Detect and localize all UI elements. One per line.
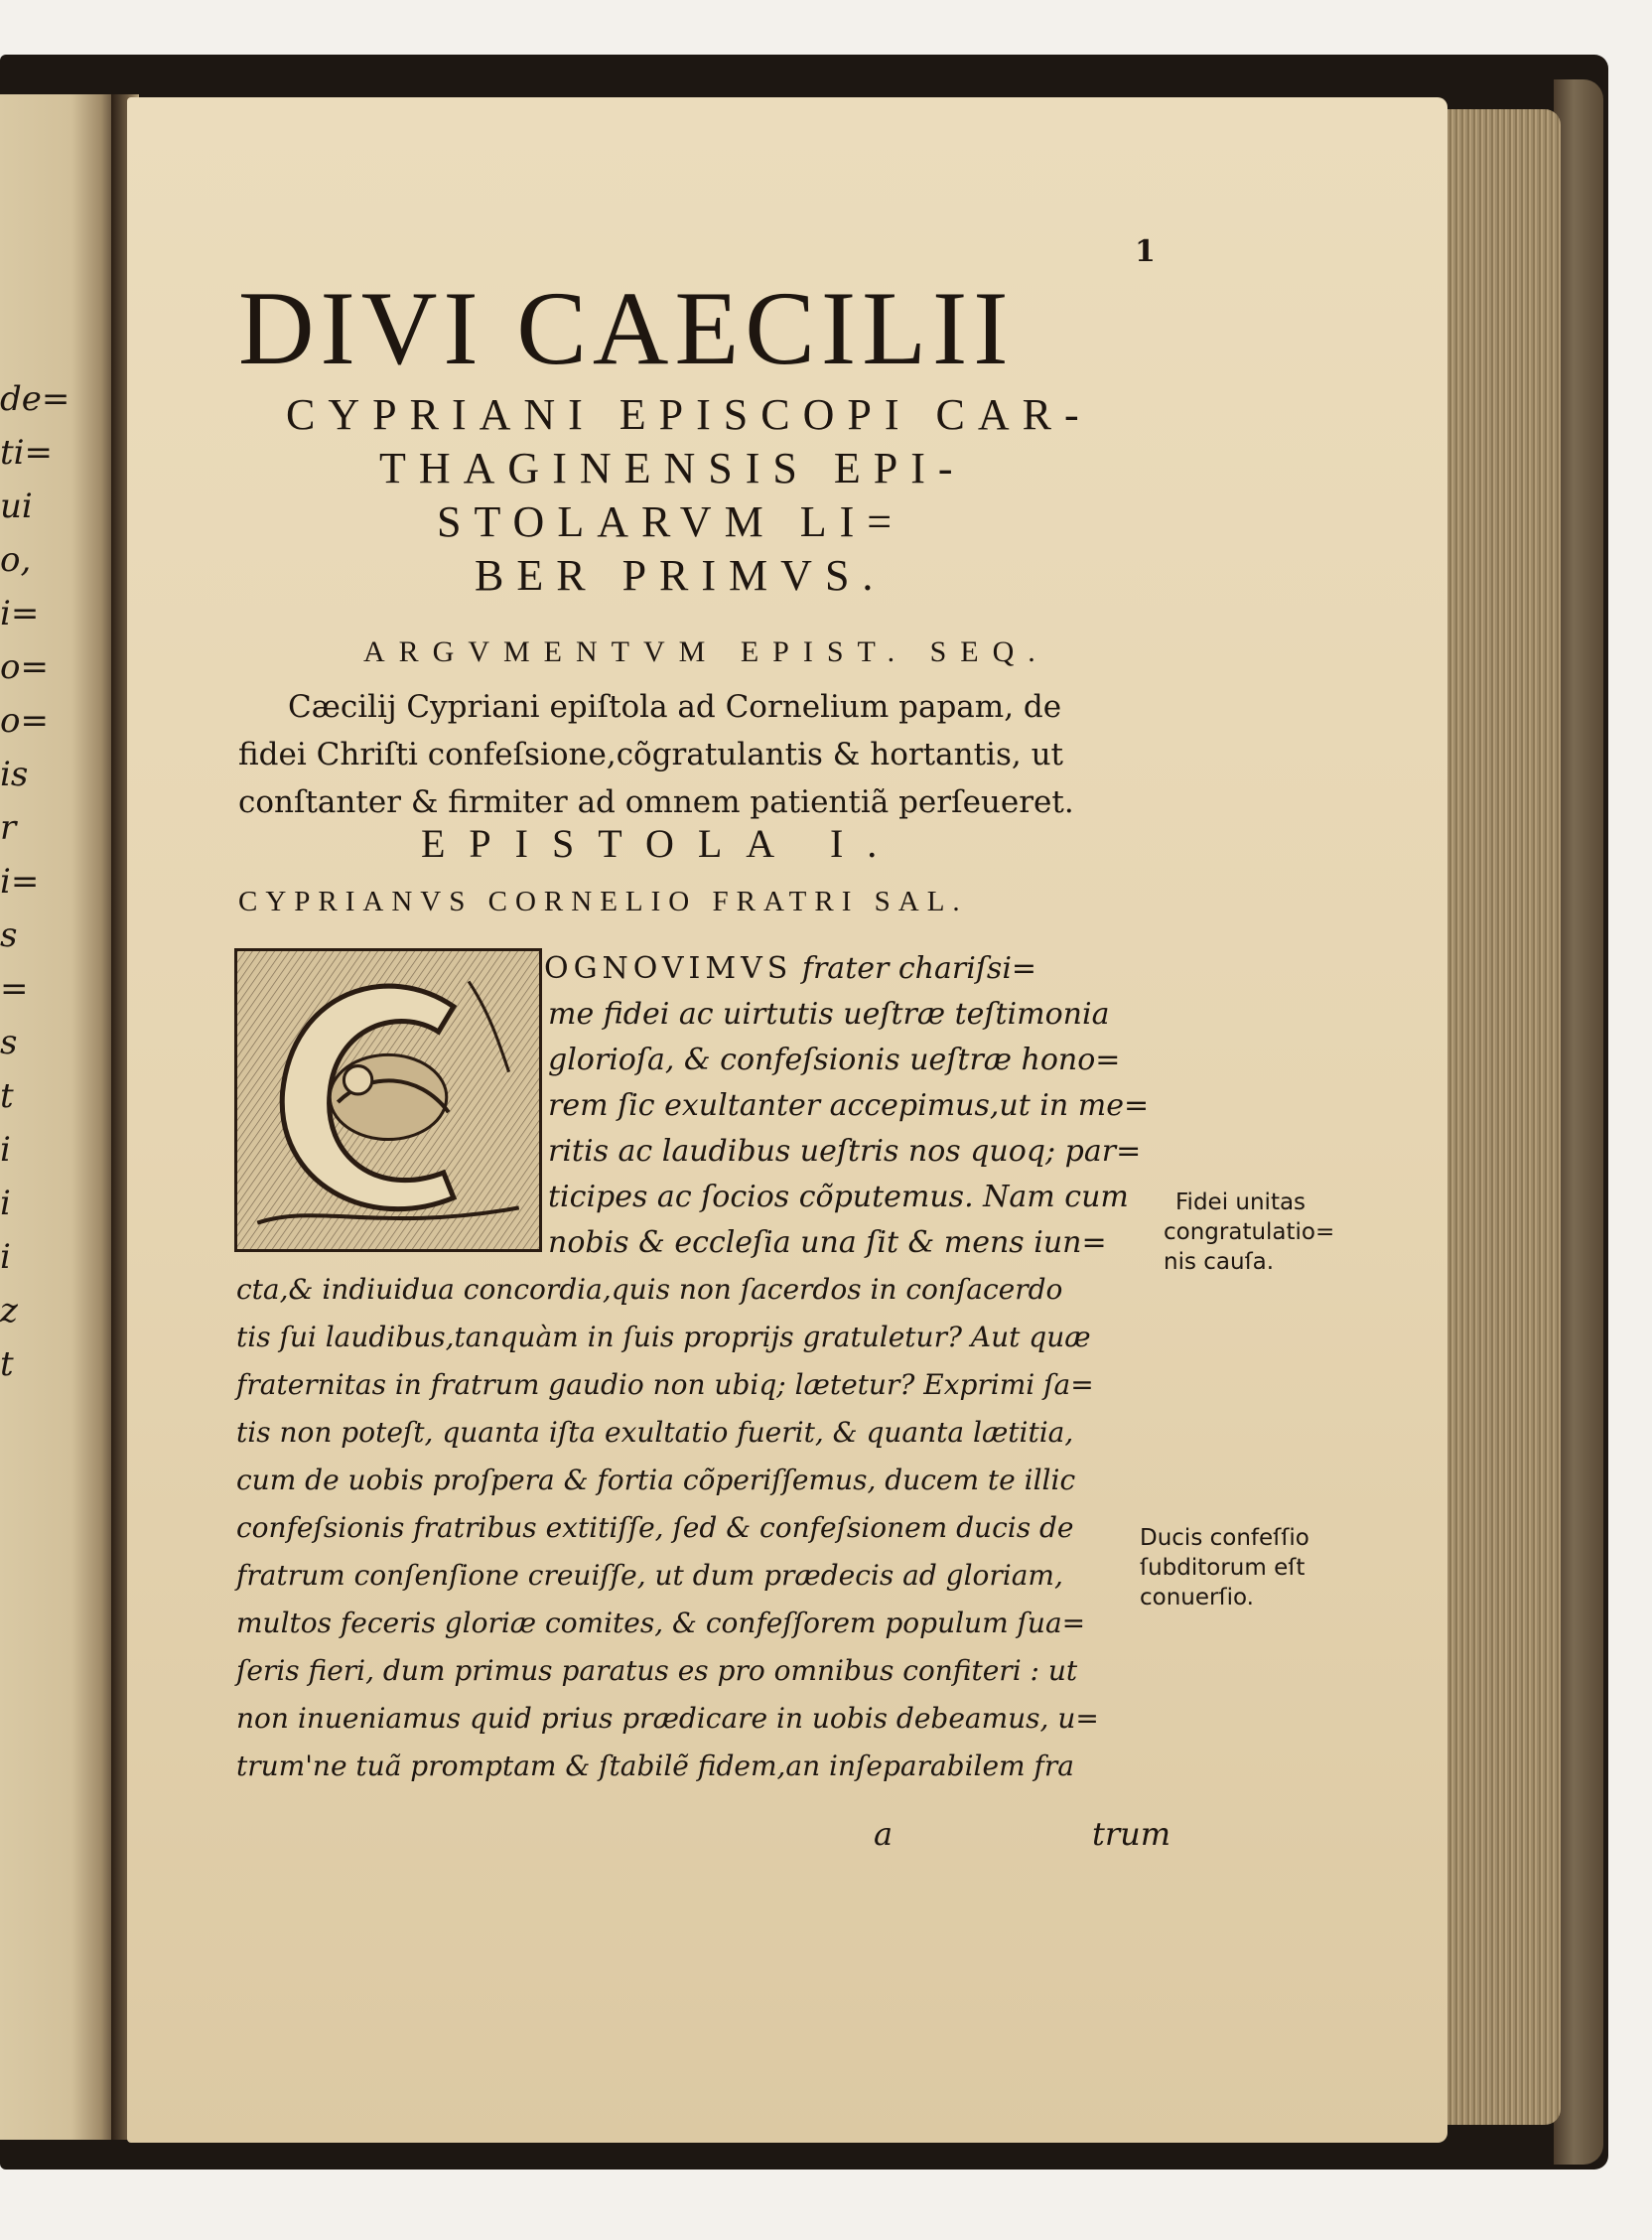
argument-label: ARGVMENTVM EPIST. SEQ.	[363, 635, 1049, 668]
body-line-17: non inueniamus quid prius prædicare in uobis debeamus, u=	[236, 1702, 1099, 1735]
left-fragment: o,	[0, 540, 32, 580]
left-fragment: de=	[0, 379, 70, 419]
left-fragment: i=	[0, 862, 40, 902]
argument-text	[238, 683, 1152, 826]
body-line-2: me fidei ac uirtutis ueſtræ teſtimonia	[548, 997, 1110, 1032]
body-line-11: tis non poteſt, quanta iſta exultatio fuerit, & quanta lætitia,	[236, 1416, 1074, 1449]
argument-line-2: fidei Chriſti confeſsione,cõgratulantis & hortantis, ut	[238, 737, 1063, 772]
left-page	[0, 94, 119, 2140]
left-fragment: is	[0, 755, 29, 794]
title-line-3: STOLARVM LI=	[437, 497, 905, 546]
left-fragment: o=	[0, 647, 49, 687]
body-line-14: fratrum conſenſione creuiſſe, ut dum prædecis ad gloriam,	[236, 1559, 1063, 1592]
left-fragment: t	[0, 1076, 14, 1116]
left-fragment: ui	[0, 487, 33, 526]
body-line-10: fraternitas in fratrum gaudio non ubiq; lætetur? Exprimi ſa=	[236, 1368, 1094, 1401]
title-main: DIVI CAECILII	[238, 270, 1015, 386]
argument-line-3: conſtanter & firmiter ad omnem patientiã perſeueret.	[238, 784, 1074, 820]
epistola-heading: EPISTOLA I.	[421, 821, 901, 866]
left-fragment: s	[0, 915, 18, 955]
left-fragment: t	[0, 1344, 14, 1384]
argument-line-1: Cæcilij Cypriani epiſtola ad Cornelium papam, de	[288, 689, 1062, 725]
body-line-8: cta,& indiuidua concordia,quis non ſacerdos in conſacerdo	[236, 1273, 1063, 1306]
sidenote-2: Ducis confeſſio ſubditorum eſt conuerſio.	[1140, 1525, 1309, 1610]
left-fragment: i	[0, 1184, 11, 1223]
body-line-13: confeſsionis fratribus extitiſſe, ſed & confeſsionem ducis de	[236, 1511, 1074, 1544]
left-fragment: i	[0, 1237, 11, 1277]
sidenote-1: Fidei unitas congratulatio= nis cauſa.	[1164, 1190, 1335, 1275]
decorated-initial-c	[234, 948, 542, 1252]
body-line-4: rem ſic exultanter accepimus,ut in me=	[548, 1088, 1150, 1123]
left-fragment: z	[0, 1291, 18, 1330]
woodcut-initial-image	[237, 951, 539, 1249]
body-line-9: tis ſui laudibus,tanquàm in ſuis proprijs gratuletur? Aut quæ	[236, 1321, 1091, 1353]
body-line-6: ticipes ac ſocios cõputemus. Nam cum	[548, 1180, 1129, 1214]
salutation: CYPRIANVS CORNELIO FRATRI SAL.	[238, 886, 968, 917]
body-line-18: trum'ne tuã promptam & ſtabilẽ fidem,an inſeparabilem fra	[236, 1750, 1074, 1782]
body-line-12: cum de uobis proſpera & fortia cõperiſſemus, ducem te illic	[236, 1464, 1076, 1496]
body-line-5: ritis ac laudibus ueſtris nos quoq; par=	[548, 1134, 1142, 1169]
left-fragment: ti=	[0, 433, 54, 473]
body-line-16: ſeris fieri, dum primus paratus es pro omnibus confiteri : ut	[236, 1654, 1078, 1687]
folio-number: 1	[1135, 234, 1156, 269]
left-fragment: i	[0, 1130, 11, 1170]
left-page-text-fragments	[0, 372, 70, 1391]
left-fragment: o=	[0, 701, 49, 741]
title-line-2: THAGINENSIS EPI-	[379, 444, 966, 492]
body-line-15: multos feceris gloriæ comites, & confeſſorem populum ſua=	[236, 1607, 1086, 1639]
body-line-7: nobis & eccleſia una ſit & mens iun=	[548, 1225, 1107, 1260]
catchword: trum	[1092, 1815, 1171, 1853]
body-line-3: glorioſa, & confeſsionis ueſtræ hono=	[548, 1043, 1121, 1077]
cover-edge	[1554, 79, 1603, 2165]
signature-mark: a	[874, 1815, 894, 1853]
left-fragment: s	[0, 1023, 18, 1062]
title-line-1: CYPRIANI EPISCOPI CAR-	[286, 390, 1092, 439]
body-line-1: OGNOVIMVS frater chariſsi=	[544, 951, 1037, 986]
page-block-edge	[1442, 109, 1561, 2125]
opening-word: OGNOVIMVS	[544, 951, 793, 986]
left-fragment: =	[0, 969, 29, 1009]
left-fragment: r	[0, 808, 17, 848]
left-fragment: i=	[0, 594, 40, 633]
title-line-4: BER PRIMVS.	[475, 551, 887, 600]
